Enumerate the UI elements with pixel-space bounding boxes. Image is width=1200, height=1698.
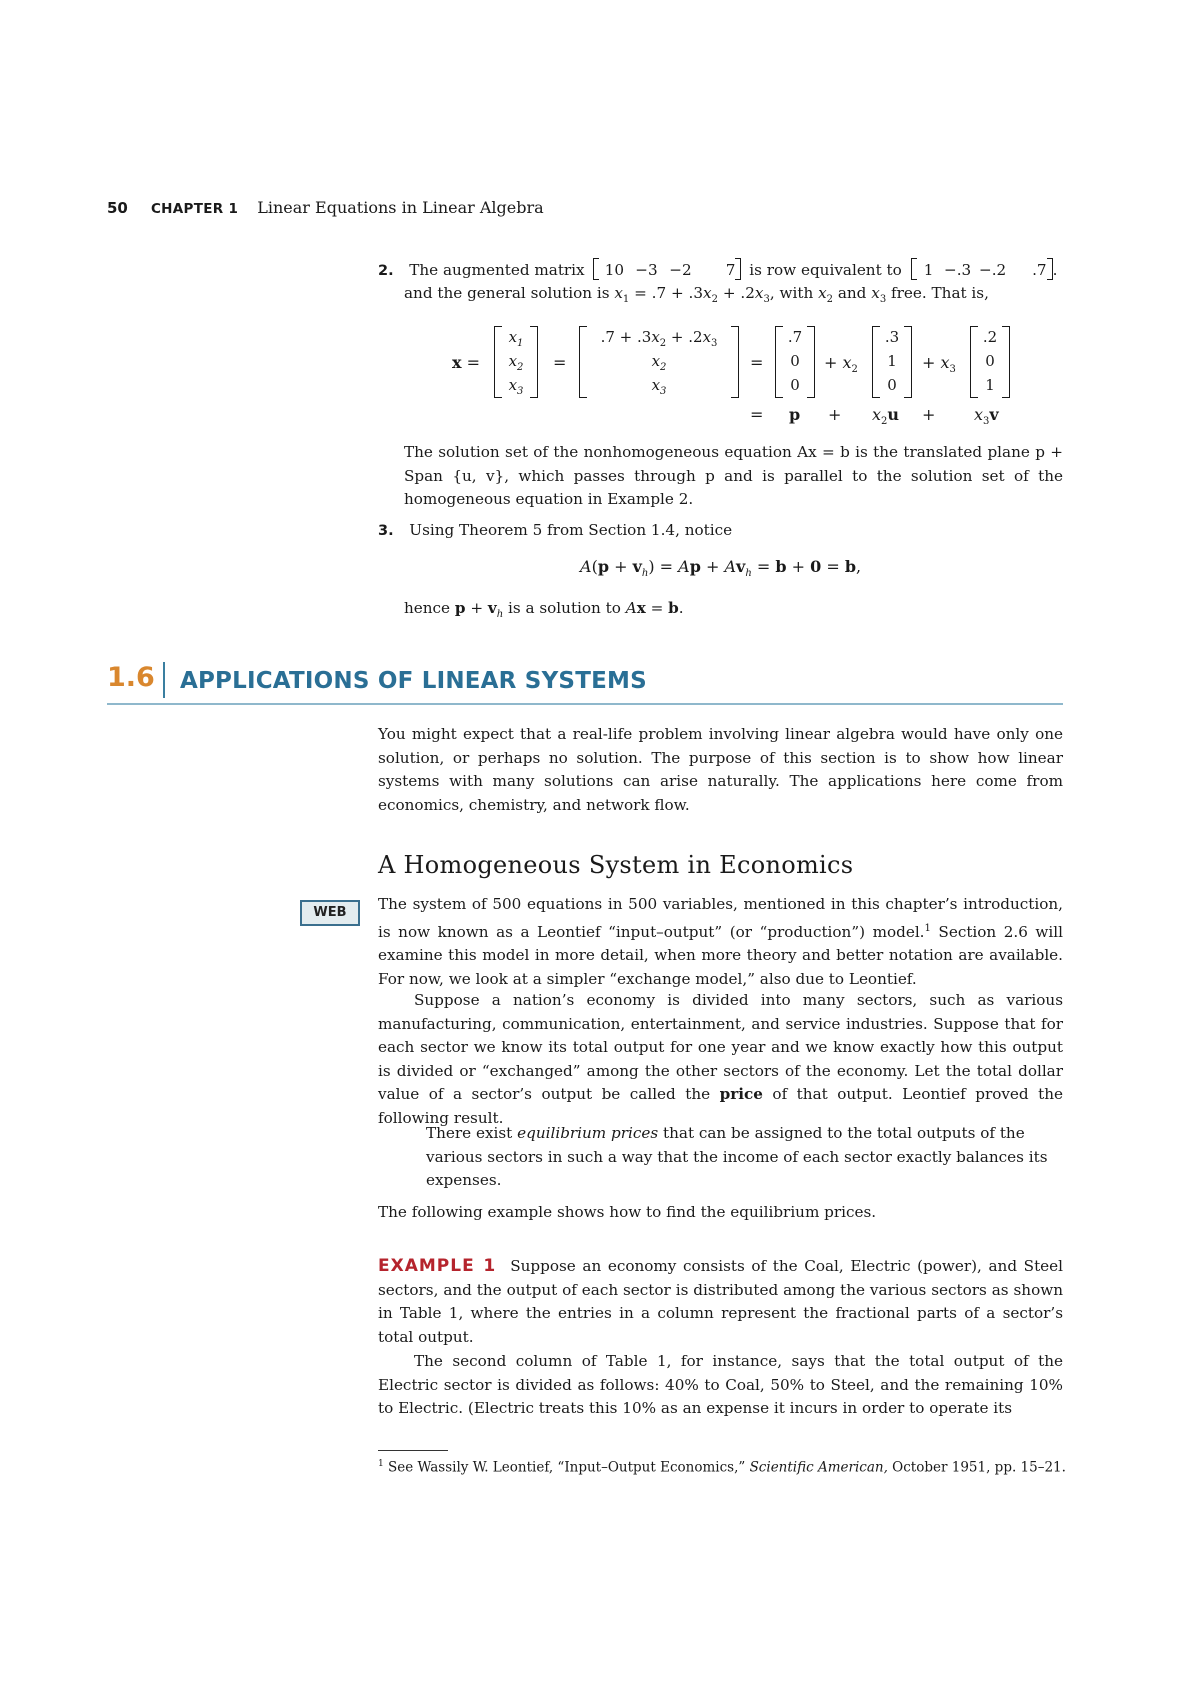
leontief-result-quote: There exist equilibrium prices that can be assigned to the total outputs of the various sectors in such a way that the income of each sector exactly balances its expenses. [426, 1124, 1048, 1189]
solution-2-text-a: The augmented matrix [409, 261, 585, 279]
chapter-title: Linear Equations in Linear Algebra [257, 198, 544, 217]
chapter-label: CHAPTER 1 [150, 201, 239, 217]
example-label: EXAMPLE 1 [378, 1256, 497, 1276]
vector-x: $x_1$ $x_2$ $x_3$ [494, 326, 538, 398]
section-title: APPLICATIONS OF LINEAR SYSTEMS [180, 668, 647, 694]
solution-3-number: 3. [378, 523, 394, 539]
solution-2-line1: 2. The augmented matrix 10 −3 −2 7 is row equivalent to 1 −.3 −.2 .7 . [378, 258, 1057, 284]
solution-3-tail: hence $p + v_h$ is a solution to Ax = b. [404, 599, 684, 621]
running-header [107, 198, 544, 217]
solution-2-number: 2. [378, 263, 394, 279]
footnote: $^1$ See Wassily W. Leontief, “Input–Output Economics,” Scientific American, October 1951, pp. 15–21. [378, 1459, 1066, 1476]
economics-paragraph-1: The system of 500 equations in 500 variables, mentioned in this chapter’s introduction, is now known as a Leontief “input–output” (or “production”) model.$^1$ Section 2.6 will examine this model in more detail, when more theory and better notation are available. For now, we look at a simpler “exchange model,” also due to Leontief. [378, 895, 1063, 988]
economics-paragraph-2: Suppose a nation’s economy is divided into many sectors, such as various manufacturing, communication, entertainment, and service industries. Suppose that for each sector we know its total output for one year and we know exactly how this output is divided or “exchanged” among the other sectors of the economy. Let the total dollar value of a sector’s output be called the price of that output. Leontief proved the following result. [378, 991, 1064, 1127]
example-1-paragraph-2: The second column of Table 1, for instance, says that the total output of the Electric sector is divided as follows: 40% to Coal, 50% to Steel, and the remaining 10% to Electric. (Electric treats this 10% as an expense it incurs in order to operate its [378, 1352, 1063, 1417]
solution-2-text-b: is row equivalent to [749, 261, 902, 279]
section-separator [163, 662, 165, 698]
vector-u: .3 1 0 [872, 326, 912, 398]
subsection-title: A Homogeneous System in Economics [378, 851, 854, 879]
vector-p: .7 0 0 [775, 326, 815, 398]
augmented-matrix-a: 10 −3 −2 7 [604, 261, 736, 279]
price-term: price [719, 1085, 763, 1103]
economics-paragraph-3: The following example shows how to find the equilibrium prices. [378, 1203, 877, 1221]
theorem-equation: $A(p + v_h) = Ap + Av_h = b + 0 = b$, [580, 557, 862, 580]
section-number: 1.6 [107, 662, 155, 693]
solution-3-lead: 3. Using Theorem 5 from Section 1.4, notice [378, 521, 733, 539]
intro-paragraph: You might expect that a real-life problem involving linear algebra would have only one solution, or perhaps no solution. The purpose of this section is to show how linear systems with many solutions can arise naturally. The applications here come from economics, chemistry, and network flow. [378, 725, 1063, 814]
page-number: 50 [107, 199, 128, 217]
web-badge[interactable]: WEB [300, 900, 360, 926]
vector-general: $.7 + .3x_2 + .2x_3$ $x_2$ $x_3$ [579, 326, 739, 398]
example-1-paragraph-1: EXAMPLE 1 Suppose an economy consists of the Coal, Electric (power), and Steel sectors, and the output of each sector is distributed among the various sectors as shown in Table 1, where the entries in a column represent the fractional parts of a sector’s total output. [378, 1256, 1063, 1346]
augmented-matrix-b: 1 −.3 −.2 .7 [923, 261, 1047, 279]
solution-2-line2: and the general solution is $x_1 = .7 + .3x_2 + .2x_3$, with $x_2$ and $x_3$ free. That is, [404, 284, 989, 306]
section-rule [107, 703, 1063, 705]
vector-v: .2 0 1 [970, 326, 1010, 398]
solution-2-paragraph: The solution set of the nonhomogeneous equation Ax = b is the translated plane p + Span {u, v}, which passes through p and is parallel to the solution set of the homogeneous equation in Example 2. [404, 443, 1063, 508]
footnote-ref: 1 [924, 922, 931, 934]
footnote-rule [378, 1450, 448, 1451]
